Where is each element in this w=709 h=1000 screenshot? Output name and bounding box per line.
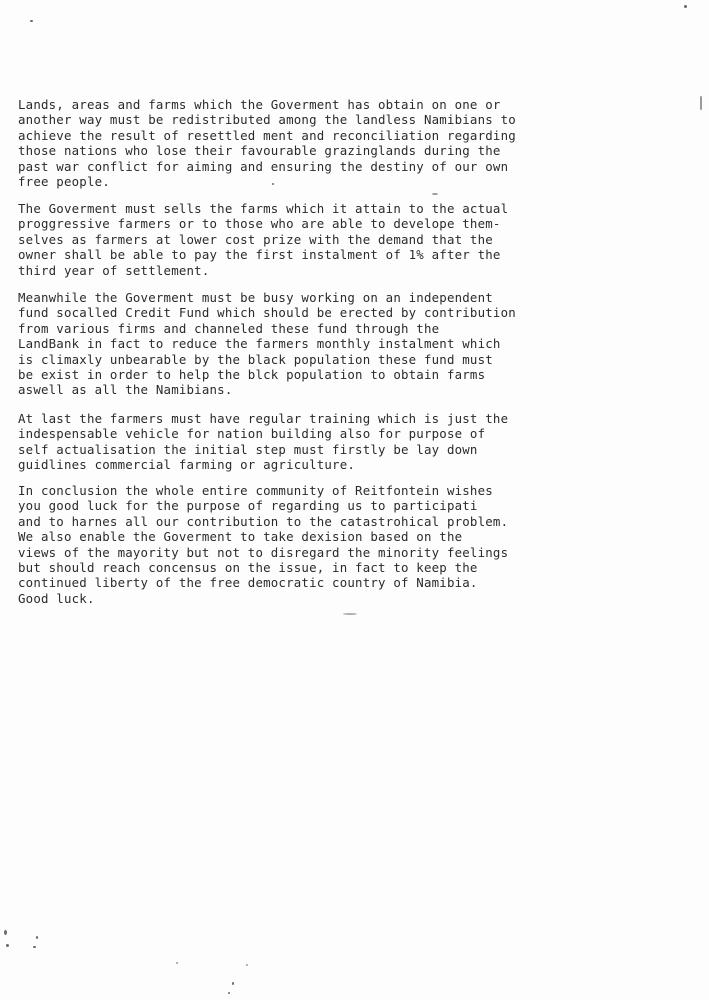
- scan-speck: [176, 962, 178, 964]
- text-line: Good luck.: [18, 590, 95, 606]
- paragraph-land-redistribution: [18, 97, 588, 189]
- text-line: Meanwhile the Goverment must be busy working on an independent: [18, 290, 493, 305]
- scan-speck: [30, 20, 33, 22]
- paragraph-conclusion: [18, 483, 588, 606]
- text-line: proggressive farmers or to those who are able to develope them-: [18, 216, 501, 232]
- scan-speck: [232, 982, 234, 985]
- text-line: achieve the result of resettled ment and reconciliation regarding: [18, 127, 516, 143]
- text-line: past war conflict for aiming and ensuring the destiny of our own: [18, 158, 509, 174]
- text-line: indespensable vehicle for nation building also for purpose of: [18, 426, 486, 442]
- text-line: third year of settlement.: [18, 262, 210, 278]
- paragraph-credit-fund: [18, 290, 588, 398]
- scan-speck: [33, 946, 36, 948]
- text-line: fund socalled Credit Fund which should be erected by contribution: [18, 305, 516, 321]
- text-line: and to harnes all our contribution to the catastrohical problem.: [18, 513, 509, 529]
- text-line: another way must be redistributed among the landless Namibians to: [18, 112, 516, 128]
- scan-speck: [700, 96, 702, 110]
- scan-speck: [228, 992, 230, 994]
- text-line: guidlines commercial farming or agriculture.: [18, 457, 356, 473]
- scan-speck: [36, 936, 38, 939]
- text-line: views of the mayority but not to disregard the minority feelings: [18, 544, 509, 560]
- text-line: but should reach concensus on the issue, in fact to keep the: [18, 560, 478, 576]
- text-line: be exist in order to help the blck population to obtain farms: [18, 367, 486, 383]
- text-line: LandBank in fact to reduce the farmers monthly instalment which: [18, 336, 501, 352]
- scan-speck: [246, 964, 248, 966]
- text-line: you good luck for the purpose of regarding us to participati: [18, 498, 478, 514]
- scan-speck: [343, 613, 357, 615]
- text-line: owner shall be able to pay the first instalment of 1% after the: [18, 247, 501, 263]
- text-line: continued liberty of the free democratic country of Namibia.: [18, 575, 478, 591]
- text-line: aswell as all the Namibians.: [18, 382, 233, 398]
- text-line: Lands, areas and farms which the Goverment has obtain on one or: [18, 97, 501, 112]
- text-line: those nations who lose their favourable grazinglands during the: [18, 143, 501, 159]
- text-line: self actualisation the initial step must firstly be lay down: [18, 441, 478, 457]
- text-line: selves as farmers at lower cost prize with the demand that the: [18, 231, 493, 247]
- text-line: We also enable the Goverment to take dexision based on the: [18, 529, 463, 545]
- scan-speck: [4, 930, 7, 935]
- scan-speck: [6, 944, 9, 947]
- text-line: At last the farmers must have regular training which is just the: [18, 411, 509, 426]
- text-line: is climaxly unbearable by the black population these fund must: [18, 351, 493, 367]
- text-line: The Goverment must sells the farms which it attain to the actual: [18, 201, 509, 216]
- text-line: free people.: [18, 174, 110, 190]
- scan-speck: [432, 193, 438, 195]
- paragraph-farmer-training: [18, 411, 588, 473]
- text-line: In conclusion the whole entire community of Reitfontein wishes: [18, 483, 493, 498]
- scan-speck: [684, 5, 687, 8]
- text-line: from various firms and channeled these fund through the: [18, 320, 440, 336]
- paragraph-farm-sales: [18, 201, 588, 278]
